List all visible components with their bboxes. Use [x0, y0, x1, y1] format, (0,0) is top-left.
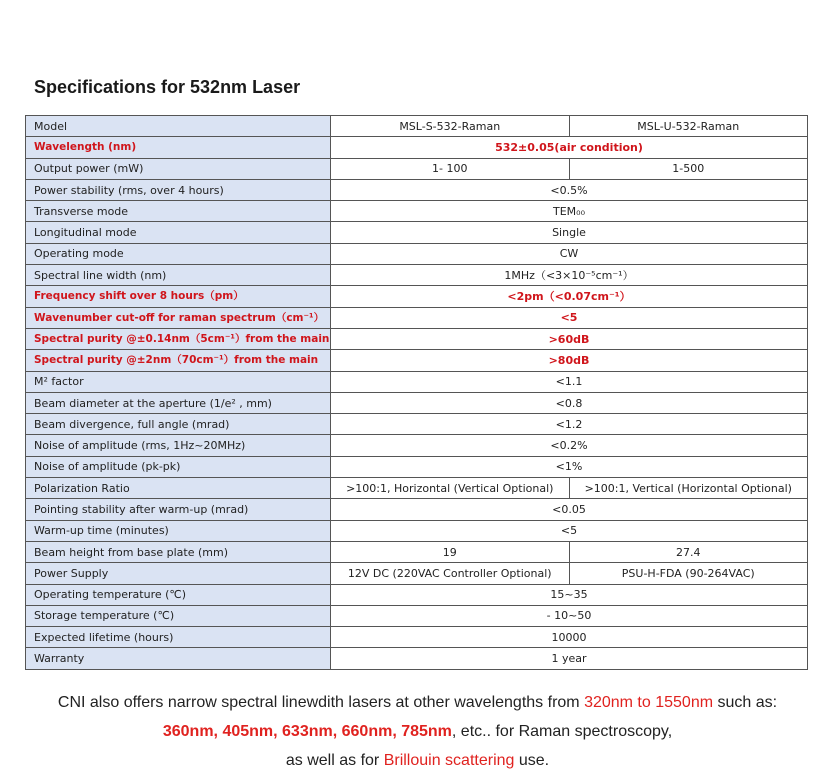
- table-row: [26, 478, 808, 499]
- spec-label: Spectral purity @±0.14nm（5cm⁻¹）from the main: [26, 328, 331, 349]
- spec-value: >80dB: [331, 350, 808, 371]
- table-row: [26, 286, 808, 307]
- spec-label: Spectral line width (nm): [26, 265, 331, 286]
- spec-label: Wavenumber cut-off for raman spectrum（cm⁻¹）: [26, 307, 331, 328]
- spec-value: <0.5%: [331, 179, 808, 200]
- footer-line-3-tail: use.: [514, 752, 550, 769]
- table-row: [26, 435, 808, 456]
- spec-value: <5: [331, 520, 808, 541]
- table-row: [26, 158, 808, 179]
- spec-value-s-model: 12V DC (220VAC Controller Optional): [331, 563, 570, 584]
- spec-value: Single: [331, 222, 808, 243]
- table-row: [26, 456, 808, 477]
- spec-value: TEM₀₀: [331, 201, 808, 222]
- spec-value: <0.8: [331, 392, 808, 413]
- spec-value-s-model: MSL-S-532-Raman: [331, 116, 570, 137]
- spec-value: 1 year: [331, 648, 808, 669]
- table-row: [26, 222, 808, 243]
- spec-label: Warm-up time (minutes): [26, 520, 331, 541]
- spec-value: <1.2: [331, 414, 808, 435]
- specifications-table: [25, 115, 808, 670]
- spec-value-u-model: PSU-H-FDA (90-264VAC): [569, 563, 808, 584]
- table-row: [26, 371, 808, 392]
- spec-value-u-model: >100:1, Vertical (Horizontal Optional): [569, 478, 808, 499]
- specifications-table-body: [26, 116, 808, 670]
- spec-value-s-model: 1- 100: [331, 158, 570, 179]
- spec-label: Spectral purity @±2nm（70cm⁻¹）from the main: [26, 350, 331, 371]
- spec-label: Noise of amplitude (pk-pk): [26, 456, 331, 477]
- spec-label: Frequency shift over 8 hours（pm）: [26, 286, 331, 307]
- footer-line-2: [0, 717, 835, 746]
- spec-value: 10000: [331, 627, 808, 648]
- spec-value: 15~35: [331, 584, 808, 605]
- table-row: [26, 179, 808, 200]
- spec-value-u-model: 1-500: [569, 158, 808, 179]
- spec-label: Beam height from base plate (mm): [26, 541, 331, 562]
- table-row: [26, 137, 808, 158]
- spec-value: 532±0.05(air condition): [331, 137, 808, 158]
- spec-value: <0.05: [331, 499, 808, 520]
- table-row: [26, 541, 808, 562]
- spec-label: Longitudinal mode: [26, 222, 331, 243]
- footer-line-1: [0, 688, 835, 717]
- wavelength-list-link[interactable]: 360nm, 405nm, 633nm, 660nm, 785nm: [162, 723, 452, 740]
- table-row: [26, 605, 808, 626]
- spec-value: <5: [331, 307, 808, 328]
- spec-value-u-model: MSL-U-532-Raman: [569, 116, 808, 137]
- spec-label: Storage temperature (℃): [26, 605, 331, 626]
- spec-value-s-model: >100:1, Horizontal (Vertical Optional): [331, 478, 570, 499]
- spec-value: <2pm（<0.07cm⁻¹）: [331, 286, 808, 307]
- spec-label: Power stability (rms, over 4 hours): [26, 179, 331, 200]
- table-row: [26, 350, 808, 371]
- spec-label: Output power (mW): [26, 158, 331, 179]
- spec-label: Transverse mode: [26, 201, 331, 222]
- spec-value: <1.1: [331, 371, 808, 392]
- table-row: [26, 648, 808, 669]
- table-row: [26, 414, 808, 435]
- footer-text: [0, 688, 835, 775]
- table-row: [26, 201, 808, 222]
- footer-line-2-tail: , etc.. for Raman spectroscopy,: [451, 723, 673, 740]
- spec-value: 1MHz（<3×10⁻⁵cm⁻¹）: [331, 265, 808, 286]
- spec-label: Polarization Ratio: [26, 478, 331, 499]
- spec-label: Warranty: [26, 648, 331, 669]
- spec-label: Noise of amplitude (rms, 1Hz~20MHz): [26, 435, 331, 456]
- page-title: Specifications for 532nm Laser: [34, 77, 301, 97]
- table-row: [26, 116, 808, 137]
- table-row: [26, 265, 808, 286]
- spec-value: <1%: [331, 456, 808, 477]
- spec-label: Model: [26, 116, 331, 137]
- table-row: [26, 243, 808, 264]
- table-row: [26, 584, 808, 605]
- table-row: [26, 328, 808, 349]
- table-row: [26, 520, 808, 541]
- spec-label: Beam divergence, full angle (mrad): [26, 414, 331, 435]
- footer-line-1-tail: such as:: [713, 694, 778, 711]
- spec-value: - 10~50: [331, 605, 808, 626]
- spec-value: <0.2%: [331, 435, 808, 456]
- spec-label: Beam diameter at the aperture (1/e² , mm): [26, 392, 331, 413]
- table-row: [26, 563, 808, 584]
- footer-line-1-text: CNI also offers narrow spectral linewdith lasers at other wavelengths from: [57, 694, 585, 711]
- spec-label: Operating mode: [26, 243, 331, 264]
- spec-label: M² factor: [26, 371, 331, 392]
- wavelength-range-link[interactable]: 320nm to 1550nm: [584, 694, 714, 711]
- table-row: [26, 307, 808, 328]
- table-row: [26, 499, 808, 520]
- spec-label: Power Supply: [26, 563, 331, 584]
- spec-label: Operating temperature (℃): [26, 584, 331, 605]
- spec-value: CW: [331, 243, 808, 264]
- footer-line-3-text: as well as for: [285, 752, 384, 769]
- table-row: [26, 627, 808, 648]
- brillouin-scattering-link[interactable]: Brillouin scattering: [383, 752, 515, 769]
- spec-value-s-model: 19: [331, 541, 570, 562]
- spec-label: Wavelength (nm): [26, 137, 331, 158]
- spec-value: >60dB: [331, 328, 808, 349]
- table-row: [26, 392, 808, 413]
- spec-label: Pointing stability after warm-up (mrad): [26, 499, 331, 520]
- spec-label: Expected lifetime (hours): [26, 627, 331, 648]
- footer-line-3: [0, 746, 835, 775]
- spec-value-u-model: 27.4: [569, 541, 808, 562]
